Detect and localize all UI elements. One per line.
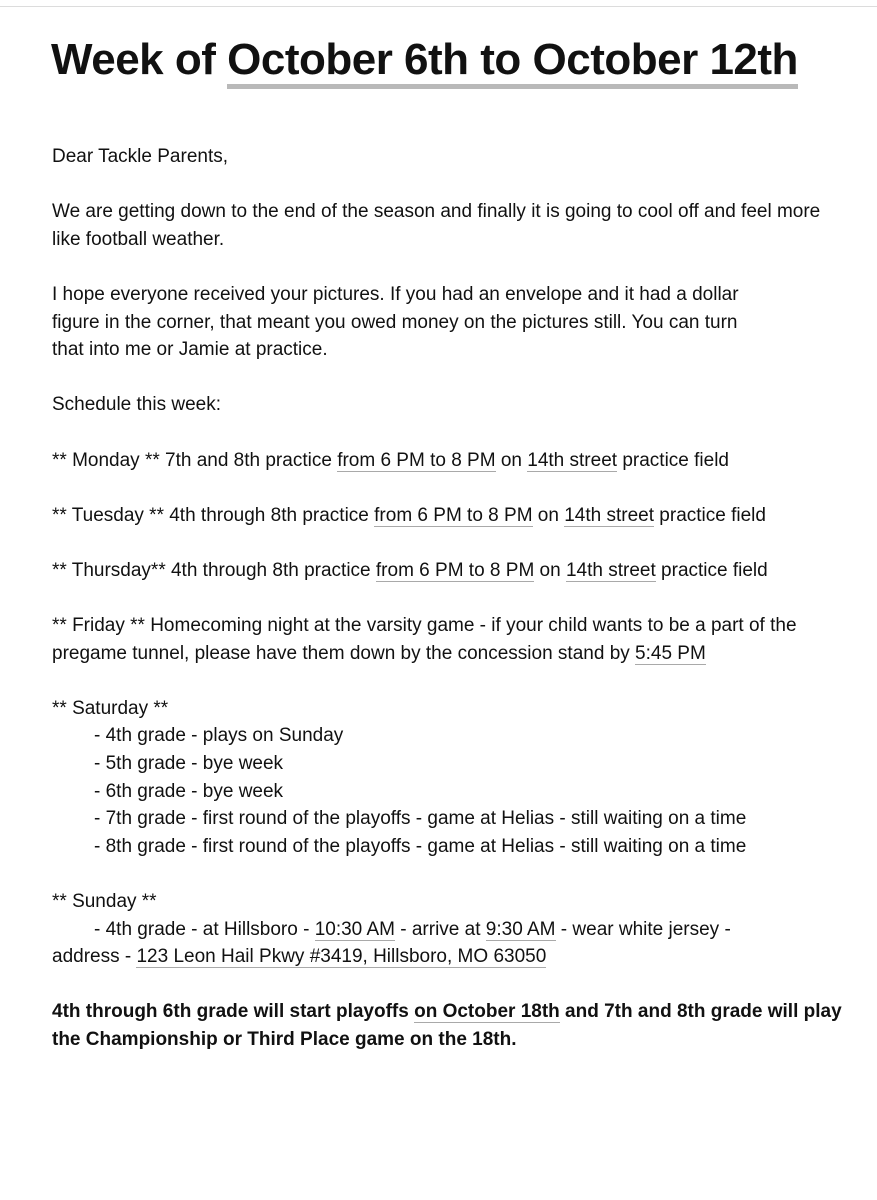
sunday-arrive-time-link[interactable]: 9:30 AM [485, 918, 556, 940]
closing-post: and 7th and 8th grade will play the Championship or Third Place game on the 18th. [52, 1001, 842, 1050]
tuesday-label: ** Tuesday ** 4th through 8th practice [52, 504, 375, 526]
schedule-tuesday [52, 502, 852, 530]
monday-place-link[interactable]: 14th street [527, 449, 618, 471]
paragraph-season: We are getting down to the end of the season and finally it is going to cool off and feel more like football weather. [52, 201, 821, 250]
thursday-time-link[interactable]: from 6 PM to 8 PM [375, 559, 535, 581]
schedule-friday [52, 612, 852, 667]
sunday-address-line [52, 943, 852, 971]
schedule-monday [52, 447, 852, 475]
sunday-post: - wear white jersey - [555, 918, 731, 940]
schedule-heading: Schedule this week: [52, 394, 221, 416]
saturday-item: - 8th grade - first round of the playoffs - game at Helias - still waiting on a time [94, 835, 747, 857]
monday-time-link[interactable]: from 6 PM to 8 PM [337, 449, 496, 471]
monday-label: ** Monday ** 7th and 8th practice [52, 449, 338, 471]
saturday-heading: ** Saturday ** [52, 697, 169, 719]
monday-post: practice field [617, 449, 729, 471]
page-title [51, 34, 798, 86]
greeting: Dear Tackle Parents, [52, 146, 229, 167]
saturday-item: - 4th grade - plays on Sunday [94, 725, 344, 747]
saturday-item: - 5th grade - bye week [94, 753, 284, 775]
saturday-item: - 6th grade - bye week [94, 780, 284, 802]
tuesday-on: on [532, 504, 565, 526]
sunday-line [52, 916, 852, 944]
pictures-line-1: I hope everyone received your pictures. If you had an envelope and it had a dollar [52, 283, 739, 305]
address-link[interactable]: 123 Leon Hail Pkwy #3419, Hillsboro, MO 63050 [136, 946, 547, 968]
monday-on: on [495, 449, 528, 471]
paragraph-pictures [52, 281, 852, 364]
sunday-game-time-link[interactable]: 10:30 AM [314, 918, 395, 940]
closing-pre: 4th through 6th grade will start playoffs [52, 1001, 415, 1023]
friday-text: ** Friday ** Homecoming night at the varsity game - if your child wants to be a part of the pregame tunnel, please have them down by the concession stand by [52, 615, 797, 664]
address-label: address - [52, 946, 137, 968]
pictures-line-2: figure in the corner, that meant you owed money on the pictures still. You can turn [52, 311, 738, 333]
closing-date-link[interactable]: on October 18th [414, 1001, 560, 1023]
saturday-item: - 7th grade - first round of the playoffs - game at Helias - still waiting on a time [94, 808, 747, 830]
top-divider [0, 6, 877, 7]
friday-time-link[interactable]: 5:45 PM [635, 642, 706, 664]
tuesday-place-link[interactable]: 14th street [564, 504, 655, 526]
title-date-range: October 6th to October 12th [227, 35, 798, 89]
closing-note [52, 998, 852, 1053]
thursday-on: on [534, 559, 566, 581]
sunday-heading: ** Sunday ** [52, 891, 157, 913]
pictures-line-3: that into me or Jamie at practice. [52, 339, 328, 361]
schedule-thursday [52, 557, 852, 585]
sunday-pre: - 4th grade - at Hillsboro - [94, 918, 315, 940]
thursday-place-link[interactable]: 14th street [565, 559, 656, 581]
letter-body [52, 143, 852, 1054]
tuesday-time-link[interactable]: from 6 PM to 8 PM [374, 504, 533, 526]
sunday-mid: - arrive at [394, 918, 486, 940]
thursday-post: practice field [655, 559, 768, 581]
thursday-label: ** Thursday** 4th through 8th practice [52, 559, 376, 581]
title-prefix: Week of [51, 35, 228, 84]
tuesday-post: practice field [654, 504, 766, 526]
